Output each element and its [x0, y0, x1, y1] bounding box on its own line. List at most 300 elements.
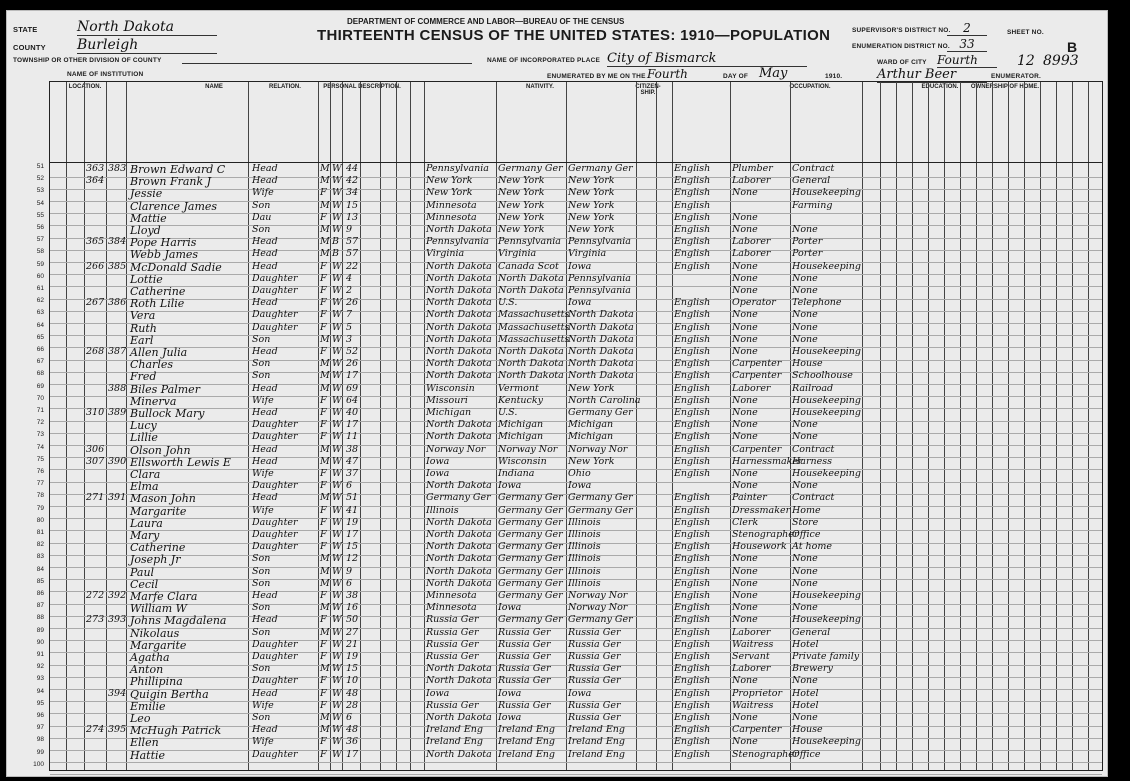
cell-lang: English	[674, 407, 711, 418]
cell-bp: North Dakota	[426, 333, 492, 345]
cell-sex: F	[320, 736, 327, 748]
cell-occ: Servant	[732, 651, 770, 662]
cell-rel: Son	[252, 199, 271, 211]
col-ownership: OWNERSHIP OF HOME.	[970, 84, 1040, 90]
cell-mbp: Illinois	[568, 529, 601, 540]
cell-race: W	[332, 211, 342, 223]
cell-name: Jessie	[130, 187, 163, 201]
cell-mbp: Ireland Eng	[568, 748, 625, 760]
cell-mbp: Russia Ger	[568, 663, 621, 675]
cell-rel: Daughter	[252, 675, 298, 687]
cell-lang: English	[674, 333, 711, 345]
cell-fam: 393	[108, 614, 127, 626]
cell-house: 363	[86, 163, 105, 174]
cell-fam: 391	[108, 492, 127, 504]
cell-age: 15	[346, 663, 359, 675]
cell-fam: 383	[108, 163, 127, 174]
cell-sex: M	[320, 602, 330, 614]
cell-name: Hattie	[130, 748, 166, 762]
cell-occ: None	[732, 321, 758, 333]
cell-bp: North Dakota	[426, 321, 492, 333]
cell-sex: M	[320, 724, 330, 736]
cell-fbp: Russia Ger	[498, 699, 551, 711]
cell-lang: English	[674, 638, 711, 650]
cell-occ: Housework	[732, 541, 787, 553]
cell-rel: Daughter	[252, 285, 298, 296]
cell-fbp: Iowa	[498, 712, 522, 723]
cell-occ: None	[732, 260, 758, 272]
line-number: 70	[36, 394, 44, 402]
cell-ind: None	[792, 431, 818, 443]
cell-race: W	[332, 272, 342, 284]
cell-ind: Housekeeping	[792, 590, 861, 601]
line-number: 52	[36, 175, 44, 183]
cell-bp: North Dakota	[426, 224, 492, 235]
cell-fbp: Iowa	[498, 602, 522, 614]
cell-name: Ellen	[130, 736, 159, 750]
line-number: 87	[36, 602, 44, 610]
cell-lang: English	[674, 663, 711, 675]
cell-occ: None	[732, 333, 758, 345]
sheet-letter: B	[1067, 39, 1078, 55]
cell-sex: F	[320, 651, 327, 662]
cell-sex: F	[320, 590, 327, 601]
stamp-number: 8993	[1043, 53, 1079, 69]
cell-lang: English	[674, 468, 711, 479]
line-number: 90	[36, 638, 44, 646]
cell-lang: English	[674, 529, 711, 540]
cell-occ: Carpenter	[732, 443, 782, 455]
cell-name: Laura	[130, 516, 163, 530]
cell-ind: None	[792, 419, 818, 431]
cell-lang: English	[674, 712, 711, 723]
cell-age: 2	[346, 285, 353, 296]
col-name: NAME	[205, 84, 223, 90]
cell-ind: Store	[792, 516, 819, 528]
cell-ind: Office	[792, 748, 821, 760]
cell-age: 12	[346, 553, 359, 565]
cell-lang: English	[674, 236, 711, 248]
cell-rel: Head	[252, 614, 278, 626]
cell-sex: F	[320, 638, 327, 650]
cell-race: B	[332, 236, 339, 248]
place-value: City of Bismarck	[607, 51, 807, 67]
cell-ind: General	[792, 626, 831, 638]
cell-fbp: Russia Ger	[498, 663, 551, 675]
cell-name: Leo	[130, 712, 151, 725]
cell-mbp: Norway Nor	[568, 590, 628, 601]
cell-name: Phillipina	[130, 675, 183, 689]
cell-race: W	[332, 577, 342, 589]
line-number: 99	[36, 748, 44, 756]
cell-lang: English	[674, 309, 711, 321]
township-line	[182, 63, 472, 64]
cell-name: Lillie	[130, 431, 158, 445]
cell-bp: Minnesota	[426, 211, 477, 223]
cell-race: W	[332, 699, 342, 711]
cell-fbp: Germany Ger	[498, 614, 563, 626]
ward-label: WARD OF CITY	[877, 59, 927, 66]
cell-house: 310	[86, 407, 105, 418]
cell-bp: North Dakota	[426, 663, 492, 675]
cell-sex: M	[320, 175, 330, 187]
cell-race: W	[332, 651, 342, 662]
cell-sex: F	[320, 260, 327, 272]
cell-sex: F	[320, 272, 327, 284]
cell-age: 47	[346, 455, 359, 467]
cell-lang: English	[674, 346, 711, 357]
cell-mbp: Pennsylvania	[568, 285, 631, 296]
cell-occ: Proprietor	[732, 687, 783, 699]
day-of-label: DAY OF	[723, 73, 749, 80]
cell-race: W	[332, 638, 342, 650]
cell-bp: Russia Ger	[426, 651, 479, 662]
cell-mbp: Pennsylvania	[568, 236, 631, 248]
cell-age: 27	[346, 626, 359, 638]
cell-age: 37	[346, 468, 359, 479]
col-education: EDUCATION.	[921, 84, 959, 90]
cell-name: Mattie	[130, 211, 167, 225]
cell-sex: M	[320, 236, 330, 248]
cell-race: W	[332, 565, 342, 577]
line-number: 82	[36, 541, 44, 549]
line-number: 89	[36, 626, 44, 634]
cell-occ: None	[732, 736, 758, 748]
cell-ind: None	[792, 333, 818, 345]
cell-race: W	[332, 529, 342, 540]
cell-fam: 384	[108, 236, 127, 248]
cell-race: W	[332, 224, 342, 235]
cell-age: 41	[346, 504, 359, 516]
cell-mbp: Russia Ger	[568, 626, 621, 638]
cell-ind: House	[792, 358, 823, 370]
cell-bp: Ireland Eng	[426, 736, 483, 748]
cell-mbp: Pennsylvania	[568, 272, 631, 284]
line-number: 86	[36, 590, 44, 597]
cell-mbp: Michigan	[568, 431, 614, 443]
cell-sex: M	[320, 224, 330, 235]
cell-age: 17	[346, 370, 359, 382]
cell-name: Margarite	[130, 504, 187, 518]
cell-sex: F	[320, 468, 327, 479]
cell-occ: Painter	[732, 492, 767, 504]
line-number: 79	[36, 504, 44, 512]
cell-bp: North Dakota	[426, 712, 492, 723]
cell-name: Joseph Jr	[130, 553, 181, 567]
cell-sex: F	[320, 480, 327, 492]
cell-age: 57	[346, 236, 359, 248]
cell-name: Webb James	[130, 248, 199, 262]
cell-name: Mason John	[130, 492, 196, 506]
cell-rel: Daughter	[252, 321, 298, 333]
cell-sex: F	[320, 211, 327, 223]
cell-race: W	[332, 748, 342, 760]
cell-fam: 394	[108, 687, 127, 699]
cell-bp: Iowa	[426, 687, 450, 699]
cell-age: 64	[346, 394, 359, 406]
cell-race: W	[332, 260, 342, 272]
cell-age: 57	[346, 248, 359, 260]
cell-rel: Daughter	[252, 431, 298, 443]
cell-race: W	[332, 455, 342, 467]
cell-mbp: North Dakota	[568, 346, 634, 357]
cell-mbp: Ireland Eng	[568, 736, 625, 748]
cell-rel: Wife	[252, 468, 274, 479]
cell-lang: English	[674, 394, 711, 406]
cell-race: W	[332, 468, 342, 479]
sheet-label: SHEET NO.	[1007, 29, 1044, 36]
cell-lang: English	[674, 541, 711, 553]
cell-mbp: Iowa	[568, 480, 592, 492]
cell-lang: English	[674, 736, 711, 748]
state-label: STATE	[13, 25, 38, 34]
cell-bp: Iowa	[426, 468, 450, 479]
cell-race: W	[332, 321, 342, 333]
cell-mbp: Illinois	[568, 553, 601, 565]
cell-age: 13	[346, 211, 359, 223]
cell-mbp: North Dakota	[568, 309, 634, 321]
cell-lang: English	[674, 297, 711, 309]
cell-bp: Norway Nor	[426, 443, 486, 455]
cell-race: W	[332, 504, 342, 516]
cell-bp: Russia Ger	[426, 699, 479, 711]
cell-ind: None	[792, 577, 818, 589]
cell-sex: F	[320, 187, 327, 199]
cell-mbp: Illinois	[568, 541, 601, 553]
line-number: 76	[36, 468, 44, 475]
cell-rel: Daughter	[252, 516, 298, 528]
cell-occ: None	[732, 187, 758, 199]
line-number: 75	[36, 455, 44, 463]
cell-occ: Plumber	[732, 163, 773, 174]
cell-race: W	[332, 199, 342, 211]
cell-name: William W	[130, 602, 187, 616]
line-number: 83	[36, 553, 44, 561]
cell-bp: New York	[426, 187, 473, 199]
ed-label: ENUMERATION DISTRICT NO.	[852, 43, 950, 50]
cell-sex: F	[320, 748, 327, 760]
line-number: 63	[36, 309, 44, 317]
cell-bp: Iowa	[426, 455, 450, 467]
cell-ind: Brewery	[792, 663, 833, 675]
cell-rel: Son	[252, 626, 271, 638]
cell-lang: English	[674, 553, 711, 565]
cell-rel: Son	[252, 333, 271, 345]
cell-fbp: Michigan	[498, 419, 544, 431]
cell-bp: Pennsylvania	[426, 163, 489, 174]
cell-occ: None	[732, 577, 758, 589]
cell-sex: F	[320, 516, 327, 528]
cell-lang: English	[674, 590, 711, 601]
cell-age: 10	[346, 675, 359, 687]
cell-ind: House	[792, 724, 823, 736]
cell-mbp: North Dakota	[568, 333, 634, 345]
cell-rel: Son	[252, 224, 271, 235]
cell-age: 34	[346, 187, 359, 199]
cell-rel: Son	[252, 663, 271, 675]
cell-house: 364	[86, 175, 105, 187]
township-label: TOWNSHIP OR OTHER DIVISION OF COUNTY	[13, 57, 162, 64]
cell-lang: English	[674, 504, 711, 516]
cell-sex: M	[320, 163, 330, 174]
cell-ind: Housekeeping	[792, 736, 861, 748]
supervisor-no: 2	[947, 21, 987, 36]
cell-occ: None	[732, 211, 758, 223]
cell-lang: English	[674, 724, 711, 736]
line-number: 66	[36, 346, 44, 353]
enum-month: May	[759, 66, 819, 82]
cell-bp: North Dakota	[426, 419, 492, 431]
cell-fbp: Massachusetts	[498, 309, 570, 321]
cell-occ: None	[732, 407, 758, 418]
cell-bp: North Dakota	[426, 297, 492, 309]
cell-house: 274	[86, 724, 105, 736]
cell-fbp: Norway Nor	[498, 443, 558, 455]
cell-bp: North Dakota	[426, 529, 492, 540]
cell-lang: English	[674, 211, 711, 223]
cell-race: W	[332, 163, 342, 174]
cell-fbp: Ireland Eng	[498, 748, 555, 760]
line-number: 67	[36, 358, 44, 366]
cell-bp: Illinois	[426, 504, 459, 516]
cell-house: 268	[86, 346, 105, 357]
cell-race: B	[332, 248, 339, 260]
row-container	[33, 163, 1102, 770]
cell-race: W	[332, 443, 342, 455]
cell-bp: North Dakota	[426, 272, 492, 284]
cell-sex: M	[320, 248, 330, 260]
cell-age: 38	[346, 443, 359, 455]
enum-day: Fourth	[647, 67, 717, 82]
cell-occ: Waitress	[732, 638, 774, 650]
cell-fbp: New York	[498, 187, 545, 199]
cell-age: 36	[346, 736, 359, 748]
cell-mbp: North Dakota	[568, 370, 634, 382]
cell-occ: Laborer	[732, 236, 771, 248]
cell-name: Nikolaus	[130, 626, 180, 640]
cell-name: Earl	[130, 333, 154, 347]
cell-race: W	[332, 297, 342, 309]
cell-fbp: North Dakota	[498, 285, 564, 296]
cell-occ: None	[732, 602, 758, 614]
cell-age: 4	[346, 272, 353, 284]
line-number: 84	[36, 565, 44, 573]
cell-fam: 392	[108, 590, 127, 601]
cell-rel: Wife	[252, 394, 274, 406]
cell-ind: Contract	[792, 163, 835, 174]
cell-name: Allen Julia	[130, 346, 188, 359]
line-number: 77	[36, 480, 44, 488]
county-label: COUNTY	[13, 43, 46, 52]
cell-name: Fred	[130, 370, 157, 384]
cell-ind: None	[792, 285, 818, 296]
cell-name: Vera	[130, 309, 156, 323]
cell-mbp: Norway Nor	[568, 602, 628, 614]
cell-rel: Head	[252, 346, 278, 357]
cell-race: W	[332, 285, 342, 296]
line-number: 58	[36, 248, 44, 256]
cell-ind: None	[792, 602, 818, 614]
line-number: 51	[36, 163, 44, 170]
cell-race: W	[332, 480, 342, 492]
cell-fbp: Canada Scot	[498, 260, 559, 272]
cell-sex: M	[320, 663, 330, 675]
cell-sex: M	[320, 577, 330, 589]
cell-lang: English	[674, 626, 711, 638]
cell-name: Olson John	[130, 443, 191, 457]
cell-fbp: North Dakota	[498, 272, 564, 284]
cell-name: Lucy	[130, 419, 157, 433]
cell-sex: M	[320, 565, 330, 577]
cell-mbp: Russia Ger	[568, 712, 621, 723]
cell-fbp: Germany Ger	[498, 565, 563, 577]
cell-name: Bullock Mary	[130, 407, 205, 420]
ward-value: Fourth	[937, 53, 997, 68]
cell-age: 19	[346, 651, 359, 662]
cell-mbp: North Dakota	[568, 321, 634, 333]
cell-ind: Harness	[792, 455, 832, 467]
cell-occ: Carpenter	[732, 724, 782, 736]
cell-lang: English	[674, 602, 711, 614]
cell-rel: Son	[252, 577, 271, 589]
cell-bp: Virginia	[426, 248, 465, 260]
cell-sex: M	[320, 333, 330, 345]
cell-name: McHugh Patrick	[130, 724, 222, 738]
cell-fam: 390	[108, 455, 127, 467]
cell-lang: English	[674, 187, 711, 199]
institution-label: NAME OF INSTITUTION	[67, 71, 144, 78]
cell-bp: North Dakota	[426, 516, 492, 528]
cell-sex: F	[320, 407, 327, 418]
cell-rel: Head	[252, 492, 278, 504]
cell-age: 17	[346, 748, 359, 760]
line-number: 93	[36, 675, 44, 683]
cell-ind: None	[792, 712, 818, 723]
cell-occ: None	[732, 272, 758, 284]
cell-fbp: New York	[498, 199, 545, 211]
cell-age: 48	[346, 724, 359, 736]
line-number: 56	[36, 224, 44, 231]
cell-name: Clarence James	[130, 199, 218, 213]
cell-fbp: Russia Ger	[498, 638, 551, 650]
cell-race: W	[332, 407, 342, 418]
cell-lang: English	[674, 565, 711, 577]
cell-bp: North Dakota	[426, 577, 492, 589]
cell-occ: None	[732, 553, 758, 565]
cell-rel: Daughter	[252, 529, 298, 540]
cell-age: 38	[346, 590, 359, 601]
cell-occ: Dressmaker	[732, 504, 791, 516]
cell-lang: English	[674, 748, 711, 760]
cell-rel: Daughter	[252, 272, 298, 284]
cell-age: 6	[346, 480, 353, 492]
cell-fam: 387	[108, 346, 127, 357]
cell-race: W	[332, 687, 342, 699]
cell-sex: F	[320, 419, 327, 431]
cell-mbp: North Carolina	[568, 394, 641, 406]
cell-name: Minerva	[130, 394, 177, 408]
census-table	[33, 81, 1103, 771]
cell-bp: North Dakota	[426, 480, 492, 492]
cell-name: Pope Harris	[130, 236, 197, 250]
cell-age: 6	[346, 712, 353, 723]
cell-house: 271	[86, 492, 105, 504]
cell-name: Charles	[130, 358, 173, 372]
cell-fbp: Russia Ger	[498, 626, 551, 638]
line-number: 88	[36, 614, 44, 622]
cell-age: 7	[346, 309, 353, 321]
cell-house: 273	[86, 614, 105, 626]
